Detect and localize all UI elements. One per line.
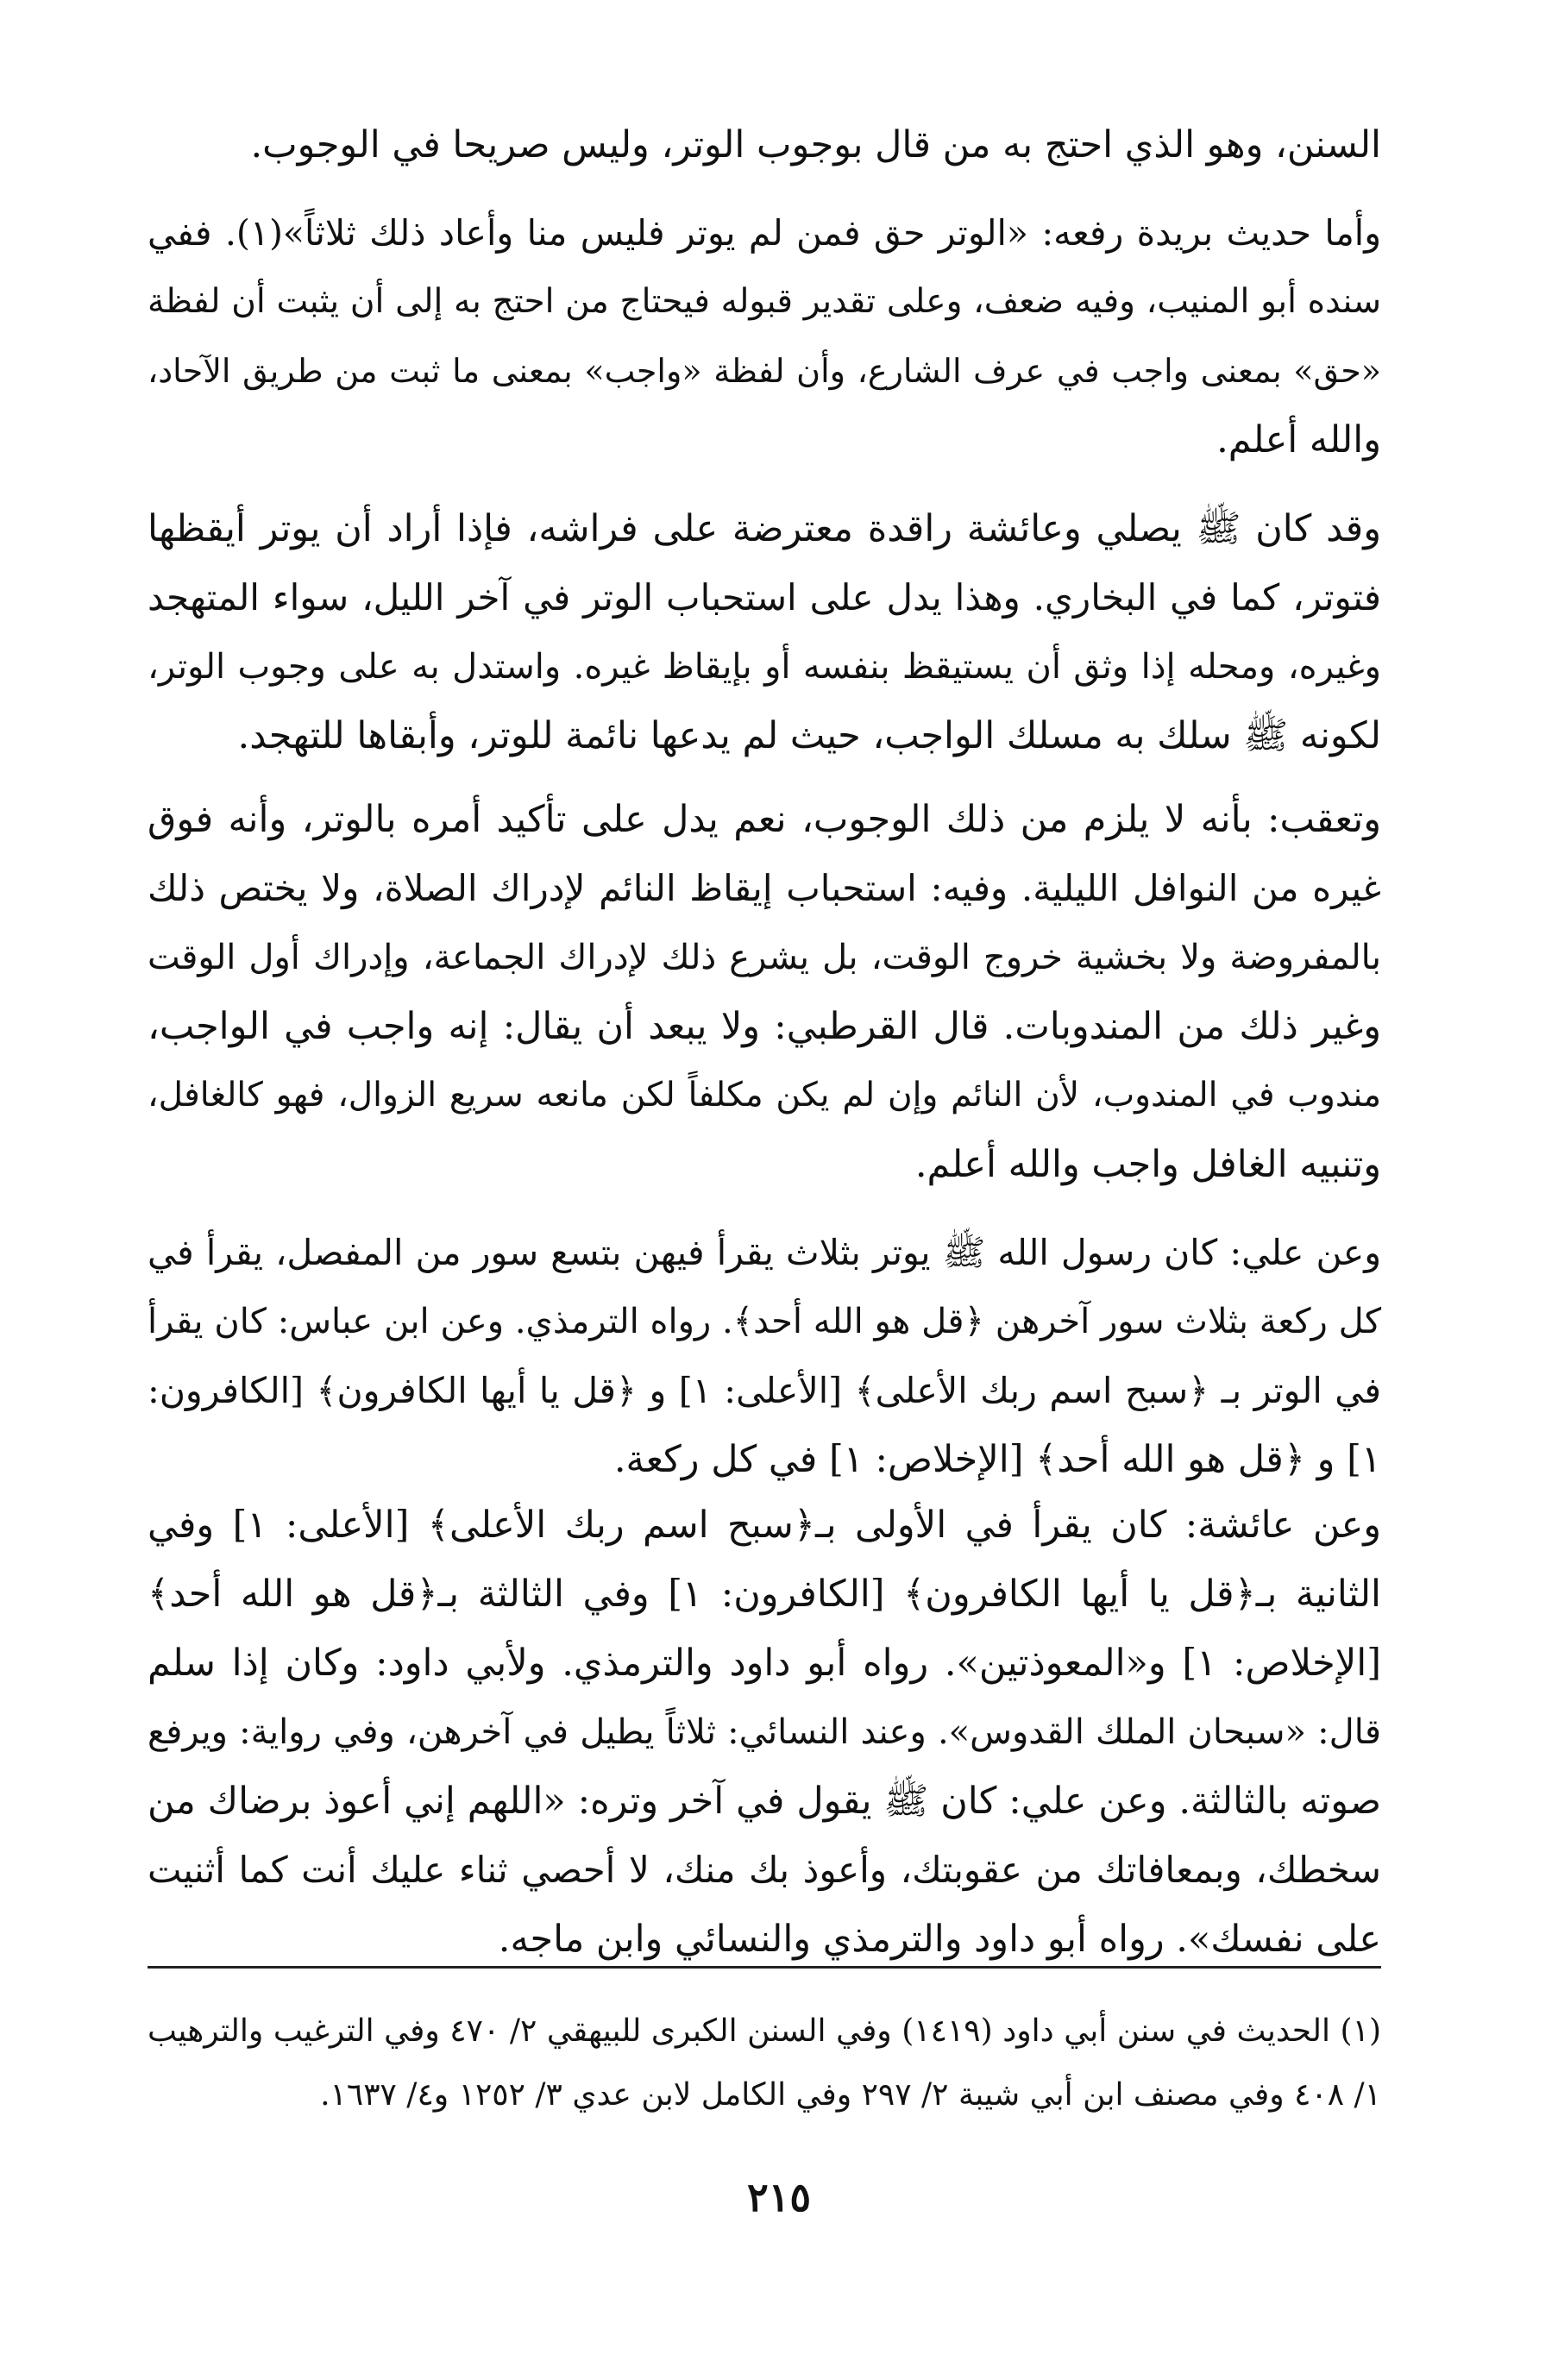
text-line: وأما حديث بريدة رفعه: «الوتر حق فمن لم يوتر فليس منا وأعاد ذلك ثلاثاً»(١). ففي (148, 212, 1381, 254)
text-line: وعن علي: كان رسول الله ﷺ يوتر بثلاث يقرأ فيهن بتسع سور من المفصل، يقرأ في (148, 1232, 1381, 1273)
text-line: سنده أبو المنيب، وفيه ضعف، وعلى تقدير قبوله فيحتاج من احتج به إلى أن يثبت أن لفظة (148, 282, 1381, 321)
page-number: ٢١٥ (746, 2174, 812, 2220)
text-line: الثانية بـ﴿قل يا أيها الكافرون﴾ [الكافرون: ١] وفي الثالثة بـ﴿قل هو الله أحد﴾ (148, 1573, 1382, 1616)
text-line: [الإخلاص: ١] و«المعوذتين». رواه أبو داود والترمذي. ولأبي داود: وكان إذا سلم (148, 1642, 1381, 1685)
text-line: وغيره، ومحله إذا وثق أن يستيقظ بنفسه أو بإيقاظ غيره. واستدل به على وجوب الوتر، (148, 647, 1381, 687)
text-line: وتعقب: بأنه لا يلزم من ذلك الوجوب، نعم يدل على تأكيد أمره بالوتر، وأنه فوق (148, 798, 1381, 841)
text-line: مندوب في المندوب، لأن النائم وإن لم يكن مكلفاً لكن مانعه سريع الزوال، فهو كالغافل، (148, 1076, 1381, 1115)
text-line: قال: «سبحان الملك القدوس». وعند النسائي: ثلاثاً يطيل في آخرهن، وفي رواية: ويرفع (148, 1712, 1381, 1752)
footnote-line: (١) الحديث في سنن أبي داود (١٤١٩) وفي السنن الكبرى للبيهقي ٢/ ٤٧٠ وفي الترغيب والترهيب (148, 2013, 1381, 2049)
footnote-line: ١/ ٤٠٨ وفي مصنف ابن أبي شيبة ٢/ ٢٩٧ وفي الكامل لابن عدي ٣/ ١٢٥٢ و٤/ ١٦٣٧. (320, 2077, 1381, 2113)
text-line: وتنبيه الغافل واجب والله أعلم. (914, 1143, 1381, 1186)
text-line: «حق» بمعنى واجب في عرف الشارع، وأن لفظة «واجب» بمعنى ما ثبت من طريق الآحاد، (148, 352, 1381, 390)
footnote-divider (148, 1966, 1381, 1969)
paragraph-3 (148, 494, 1381, 770)
text-line: كل ركعة بثلاث سور آخرهن ﴿قل هو الله أحد﴾. رواه الترمذي. وعن ابن عباس: كان يقرأ (148, 1302, 1381, 1341)
paragraph-5 (148, 1218, 1381, 1494)
text-line: صوته بالثالثة. وعن علي: كان ﷺ يقول في آخر وتره: «اللهم إني أعوذ برضاك من (148, 1780, 1381, 1823)
text-line: وعن عائشة: كان يقرأ في الأولى بـ﴿سبح اسم ربك الأعلى﴾ [الأعلى: ١] وفي (148, 1504, 1381, 1547)
paragraph-4 (148, 785, 1381, 1199)
text-line: لكونه ﷺ سلك به مسلك الواجب، حيث لم يدعها نائمة للوتر، وأبقاها للتهجد. (237, 714, 1381, 757)
paragraph-2 (148, 198, 1381, 474)
text-line: وقد كان ﷺ يصلي وعائشة راقدة معترضة على فراشه، فإذا أراد أن يوتر أيقظها (148, 507, 1381, 550)
text-line: غيره من النوافل الليلية. وفيه: استحباب إيقاظ النائم لإدراك الصلاة، ولا يختص ذلك (148, 867, 1381, 909)
text-line: السنن، وهو الذي احتج به من قال بوجوب الوتر، وليس صريحا في الوجوب. (250, 123, 1381, 166)
paragraph-1 (148, 110, 1381, 179)
text-line: سخطك، وبمعافاتك من عقوبتك، وأعوذ بك منك، لا أحصي ثناء عليك أنت كما أثنيت (148, 1849, 1381, 1891)
text-line: والله أعلم. (1216, 418, 1381, 462)
text-line: على نفسك». رواه أبو داود والترمذي والنسائي وابن ماجه. (498, 1918, 1381, 1961)
paragraph-6 (148, 1491, 1381, 1974)
text-line: في الوتر بـ ﴿سبح اسم ربك الأعلى﴾ [الأعلى: ١] و ﴿قل يا أيها الكافرون﴾ [الكافرون: (148, 1370, 1381, 1411)
text-line: بالمفروضة ولا بخشية خروج الوقت، بل يشرع ذلك لإدراك الجماعة، وإدراك أول الوقت (148, 938, 1381, 977)
footnotes (148, 2000, 1381, 2127)
text-line: ١] و ﴿قل هو الله أحد﴾ [الإخلاص: ١] في كل ركعة. (613, 1438, 1381, 1481)
text-line: وغير ذلك من المندوبات. قال القرطبي: ولا يبعد أن يقال: إنه واجب في الواجب، (148, 1005, 1381, 1048)
text-line: فتوتر، كما في البخاري. وهذا يدل على استحباب الوتر في آخر الليل، سواء المتهجد (148, 576, 1381, 619)
